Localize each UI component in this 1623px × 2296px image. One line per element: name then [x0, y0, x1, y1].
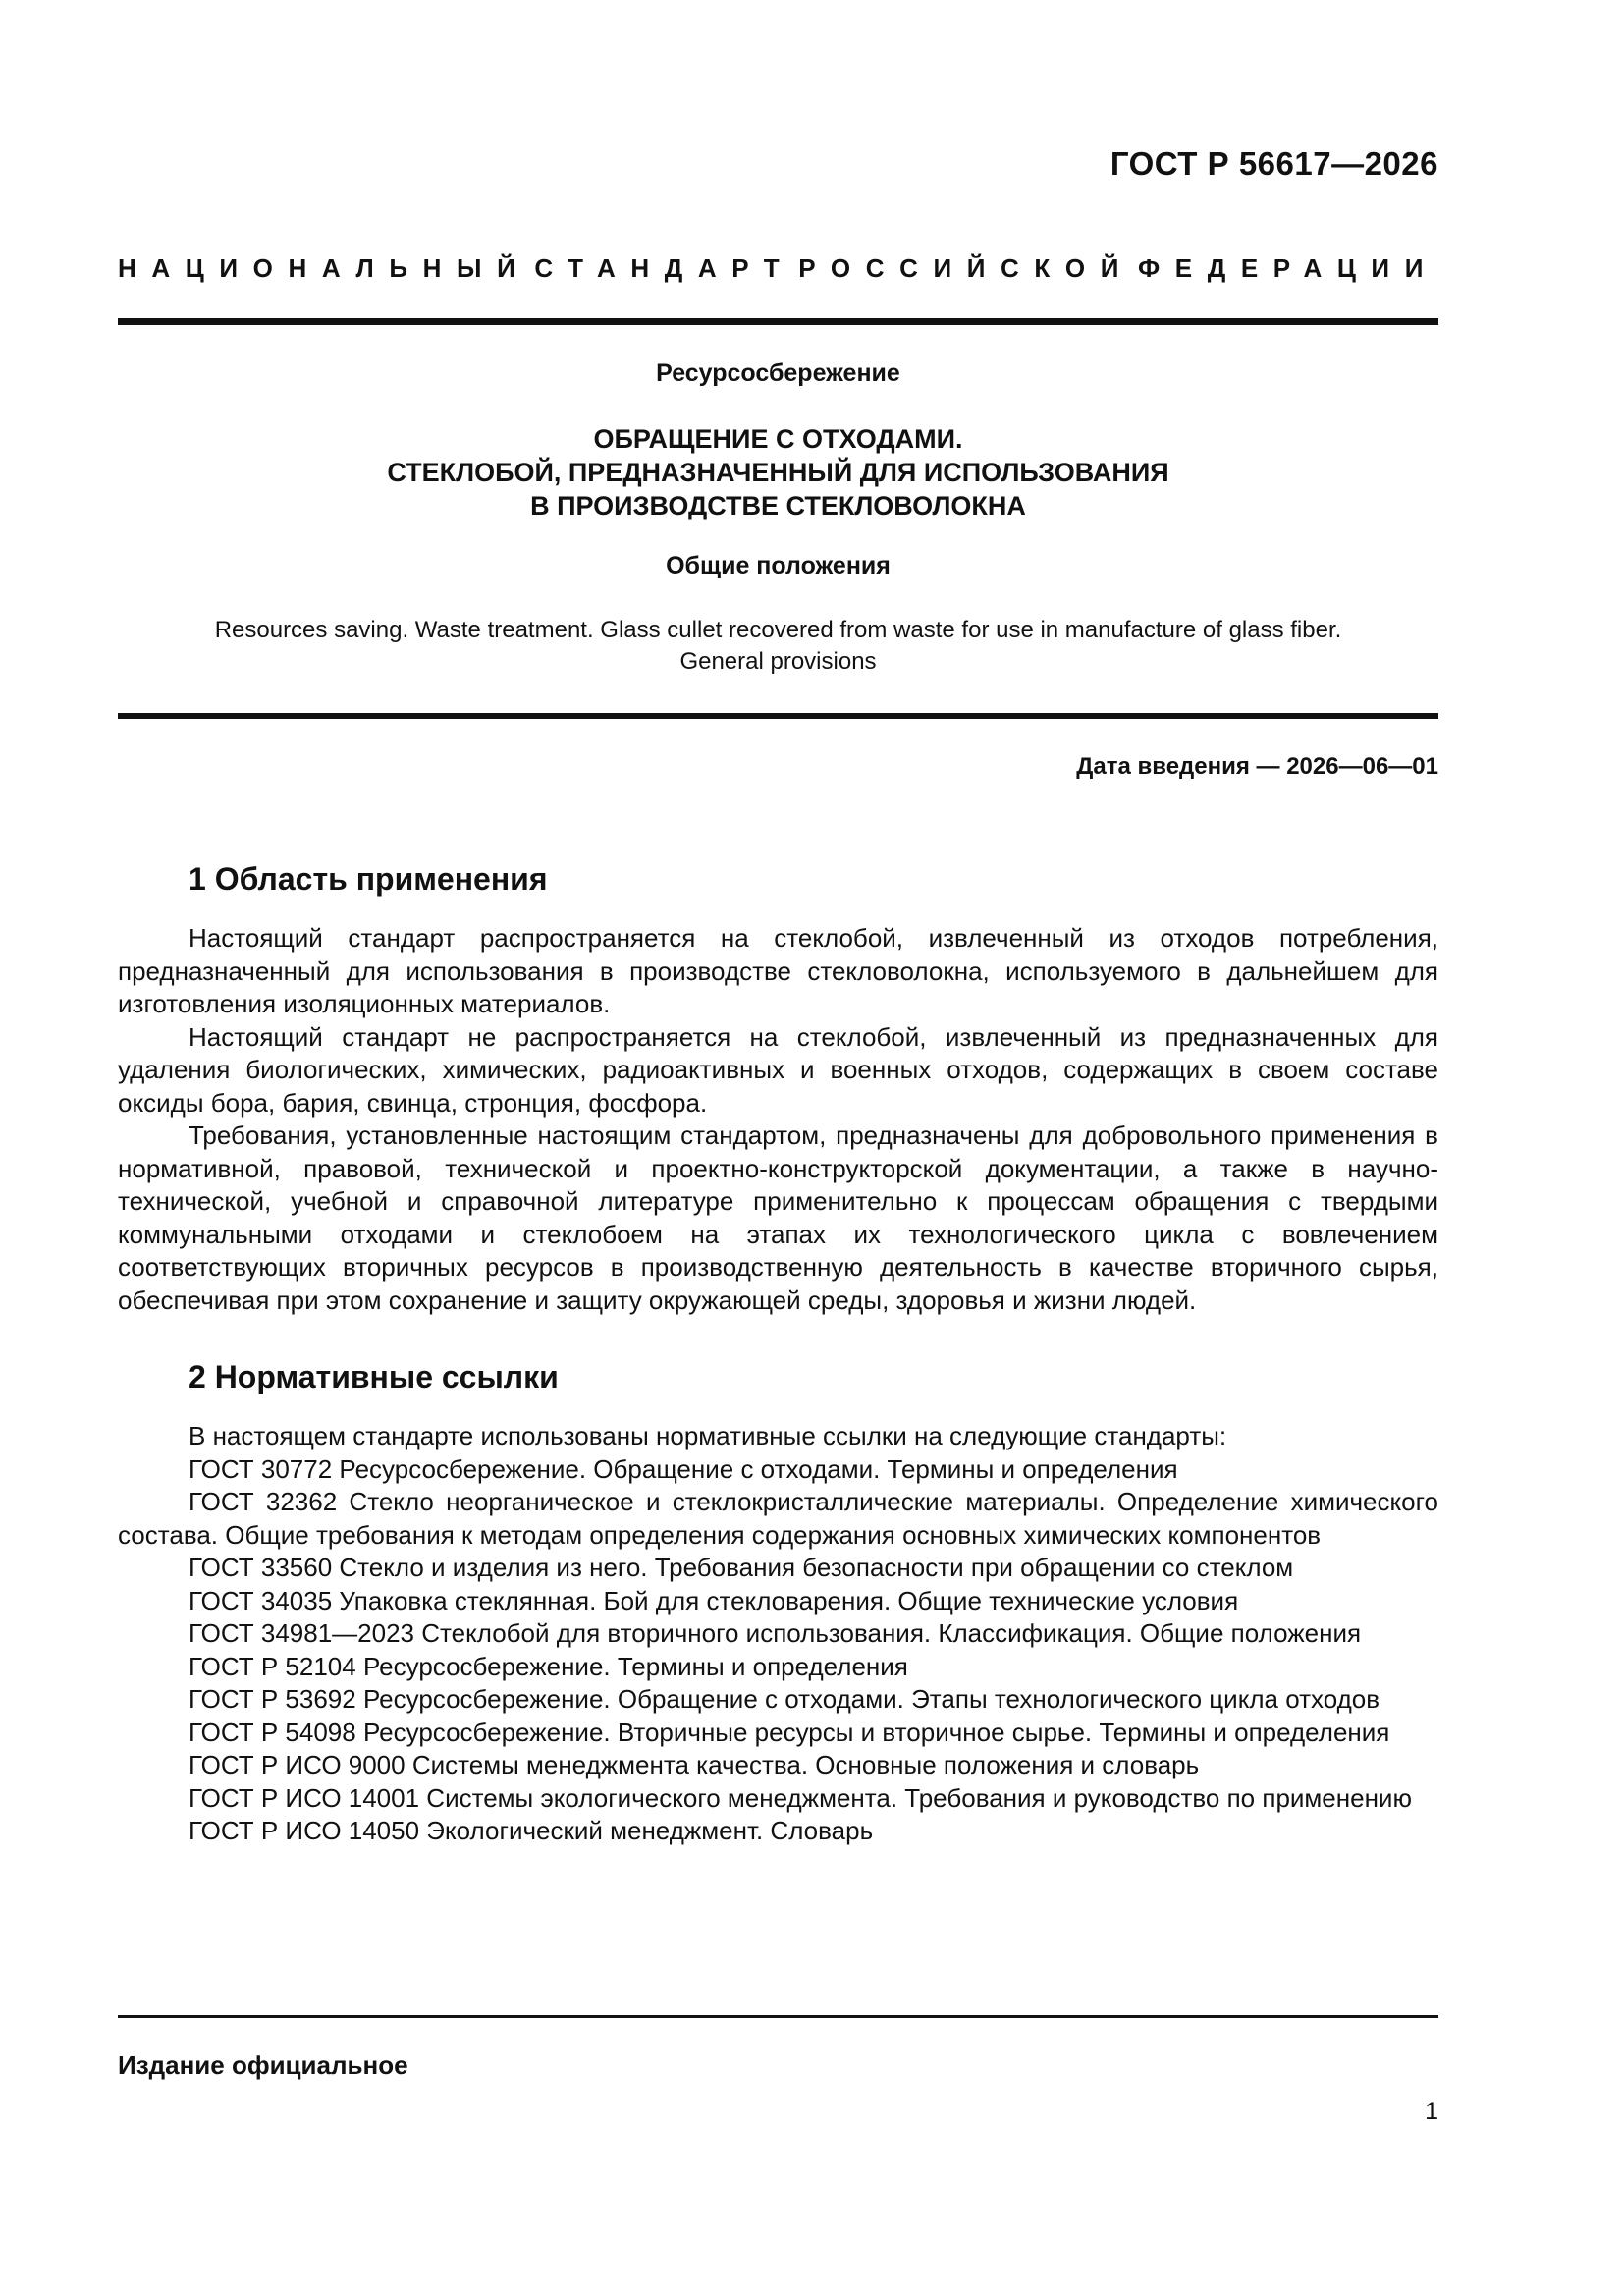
banner-word: СТАНДАРТ	[534, 253, 795, 283]
list-item: ГОСТ Р 53692 Ресурсосбережение. Обращение с отходами. Этапы технологического цикла отходов	[189, 1684, 1380, 1714]
banner-word: РОССИЙСКОЙ	[798, 253, 1134, 283]
paragraph: Настоящий стандарт не распространяется на стеклобой, извлеченный из предназначенных для удаления биологических, химических, радиоактивных и военных отходов, содержащих в своем составе оксиды бора, бария, свинца, стронция, фосфора.	[118, 1021, 1438, 1118]
footer-divider	[118, 2015, 1438, 2018]
list-item: ГОСТ Р ИСО 14001 Системы экологического менеджмента. Требования и руководство по применению	[189, 1782, 1412, 1813]
main-title-line: В ПРОИЗВОДСТВЕ СТЕКЛОВОЛОКНА	[530, 491, 1026, 520]
national-standard-banner	[118, 253, 1438, 284]
list-item: ГОСТ 32362 Стекло неорганическое и стеклокристаллические материалы. Определение химического состава. Общие требования к методам определения содержания основных химических компонентов	[118, 1487, 1438, 1550]
list-item: В настоящем стандарте использованы нормативные ссылки на следующие стандарты:	[189, 1421, 1227, 1450]
paragraph: Настоящий стандарт распространяется на стеклобой, извлеченный из отходов потребления, предназначенный для использования в производстве стекловолокна, используемого в дальнейшем для изготовления изоляционных материалов.	[118, 923, 1438, 1018]
header-divider	[118, 318, 1438, 325]
list-item: ГОСТ 33560 Стекло и изделия из него. Требования безопасности при обращении со стеклом	[189, 1553, 1294, 1582]
section-2-title: 2 Нормативные ссылки	[189, 1359, 559, 1394]
list-item: ГОСТ 34981—2023 Стеклобой для вторичного использования. Классификация. Общие положения	[189, 1618, 1362, 1648]
category-title: Ресурсосбережение	[656, 359, 900, 387]
list-item: ГОСТ 30772 Ресурсосбережение. Обращение с отходами. Термины и определения	[189, 1453, 1178, 1484]
official-edition-label: Издание официальное	[118, 2050, 408, 2080]
list-item: ГОСТ Р ИСО 9000 Системы менеджмента качества. Основные положения и словарь	[189, 1750, 1200, 1779]
banner-word: НАЦИОНАЛЬНЫЙ	[118, 253, 531, 283]
list-item: ГОСТ 34035 Упаковка стеклянная. Бой для стекловарения. Общие технические условия	[189, 1585, 1239, 1615]
main-title-line: СТЕКЛОБОЙ, ПРЕДНАЗНАЧЕННЫЙ ДЛЯ ИСПОЛЬЗОВАНИЯ	[387, 458, 1169, 487]
list-item: ГОСТ Р ИСО 14050 Экологический менеджмент. Словарь	[189, 1816, 874, 1845]
document-page	[118, 0, 1438, 2296]
english-title	[118, 615, 1438, 678]
english-title-line: Resources saving. Waste treatment. Glass cullet recovered from waste for use in manufacture of glass fiber.	[214, 617, 1342, 643]
section-1-body	[118, 922, 1438, 1317]
normative-references-list	[118, 1420, 1438, 1848]
paragraph: Требования, установленные настоящим стандартом, предназначены для добровольного применения в нормативной, правовой, технической и проектно-конструкторской документации, а также в научно-технической, учебной и справочной литературе применительно к процессам обращения с твердыми коммунальными отходами и стеклобоем на этапах их технологического цикла с вовлечением соответствующих вторичных ресурсов в производственную деятельность в качестве вторичного сырья, обеспечивая при этом сохранение и защиту окружающей среды, здоровья и жизни людей.	[118, 1121, 1438, 1315]
section-1-title: 1 Область применения	[189, 861, 548, 897]
title-divider	[118, 713, 1438, 719]
list-item: ГОСТ Р 54098 Ресурсосбережение. Вторичные ресурсы и вторичное сырье. Термины и определения	[189, 1717, 1390, 1747]
main-title	[118, 422, 1438, 522]
document-number: ГОСТ Р 56617—2026	[1109, 145, 1438, 182]
page-number: 1	[1425, 2098, 1438, 2125]
main-title-line: ОБРАЩЕНИЕ С ОТХОДАМИ.	[593, 424, 963, 454]
introduction-date: Дата введения — 2026—06—01	[1076, 753, 1438, 780]
list-item: ГОСТ Р 52104 Ресурсосбережение. Термины и определения	[189, 1651, 908, 1681]
banner-word: ФЕДЕРАЦИИ	[1138, 253, 1438, 283]
subtitle: Общие положения	[666, 552, 891, 579]
english-title-line: General provisions	[679, 648, 877, 675]
